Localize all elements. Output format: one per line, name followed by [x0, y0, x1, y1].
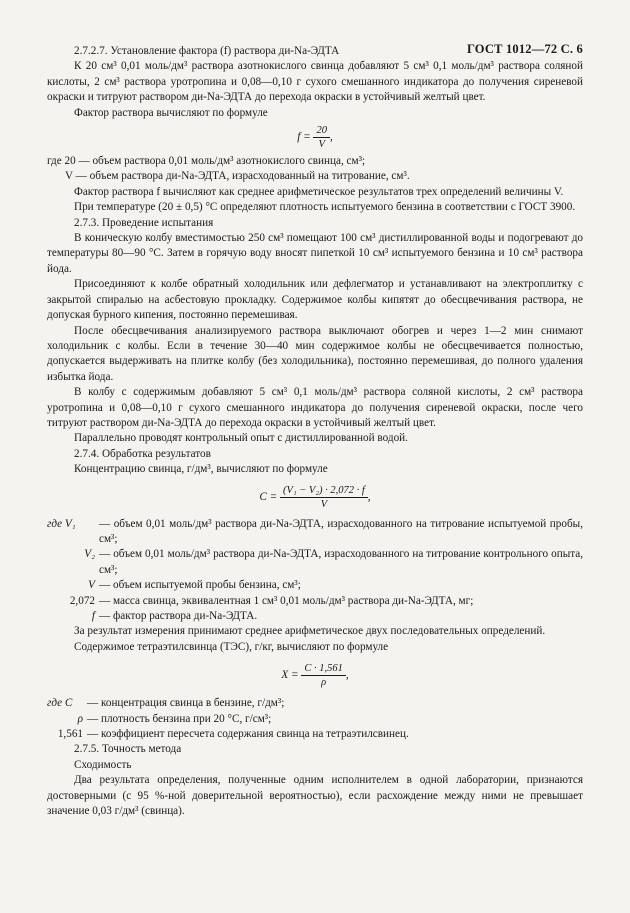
- denominator: ρ: [321, 677, 327, 689]
- paragraph: Два результата определения, полученные одним исполнителем в одной лаборатории, признаются достоверными (с 95 %-ной доверительной вероятностью), если расхождение между ними не превышает значение 0,03 г/дм³ (свинца).: [47, 774, 583, 818]
- paragraph: Содержимое тетраэтилсвинца (ТЭС), г/кг, вычисляют по формуле: [74, 640, 389, 653]
- page-header: ГОСТ 1012—72 С. 6: [466, 42, 583, 56]
- definition-symbol: V: [88, 579, 95, 592]
- definition-row: [47, 594, 583, 609]
- document-body: [47, 44, 583, 819]
- denominator: V: [320, 498, 328, 510]
- formula-lhs: f =: [297, 131, 311, 144]
- formula-tes: [47, 662, 583, 689]
- definition-row: [47, 727, 583, 742]
- definition-symbol: V₂: [84, 548, 95, 561]
- numerator: C · 1,561: [301, 662, 346, 676]
- definition-row: [47, 696, 583, 711]
- paragraph: Параллельно проводят контрольный опыт с дистиллированной водой.: [74, 432, 408, 445]
- definition-text: — плотность бензина при 20 °С, г/см³;: [87, 712, 272, 725]
- definition-text: — объем 0,01 моль/дм³ раствора ди-Na-ЭДТА, израсходованного на титрование контрольного опыта, см³;: [99, 548, 583, 576]
- definition-text: — объем 0,01 моль/дм³ раствора ди-Na-ЭДТА, израсходованного на титрование испытуемой пробы, см³;: [99, 517, 583, 545]
- section-title: 2.7.3. Проведение испытания: [74, 216, 214, 229]
- definition-list: [47, 517, 583, 625]
- definition-symbol: где C: [47, 697, 73, 710]
- formula-lhs: X =: [281, 669, 299, 682]
- subsection-title: Сходимость: [74, 758, 132, 771]
- paragraph: Концентрацию свинца, г/дм³, вычисляют по формуле: [74, 463, 328, 476]
- definition-row: [47, 609, 583, 624]
- definition-row: [47, 578, 583, 593]
- definition-line: где 20 — объем раствора 0,01 моль/дм³ азотнокислого свинца, см³;: [47, 155, 366, 168]
- paragraph: При температуре (20 ± 0,5) °С определяют плотность испытуемого бензина в соответствии с ГОСТ 3900.: [74, 201, 576, 214]
- formula-lhs: C =: [259, 490, 278, 503]
- section-title: 2.7.4. Обработка результатов: [74, 447, 211, 460]
- paragraph: За результат измерения принимают среднее арифметическое двух последовательных определений.: [74, 625, 546, 638]
- numerator: 20: [313, 124, 330, 138]
- definition-symbol: 1,561: [57, 728, 83, 741]
- section-title: 2.7.5. Точность метода: [74, 743, 182, 756]
- definition-symbol: f: [91, 610, 95, 622]
- definition-text: — объем испытуемой пробы бензина, см³;: [99, 579, 301, 592]
- definition-symbol: ρ: [77, 712, 83, 725]
- formula-tail: ,: [367, 490, 371, 503]
- paragraph: Фактор раствора f вычисляют как среднее арифметическое результатов трех определений величины V.: [74, 185, 564, 198]
- definition-list: [47, 696, 583, 742]
- definition-row: [47, 712, 583, 727]
- numerator: (V₁ − V₂) · 2,072 · f: [280, 484, 368, 498]
- section-title: 2.7.2.7. Установление фактора (f) раствора ди-Na-ЭДТА: [74, 45, 340, 57]
- definition-text: — фактор раствора ди-Na-ЭДТА.: [99, 610, 258, 622]
- definition-row: [47, 517, 583, 548]
- paragraph: В колбу с содержимым добавляют 5 см³ 0,1 моль/дм³ раствора соляной кислоты, 2 см³ раствора уротропина и 0,08—0,10 г сухого смешанного индикатора до получения сиреневой окраски, после чего титруют раствором ди-Na-ЭДТА до перехода окраски в устойчивый желтый цвет.: [47, 386, 583, 429]
- paragraph: Присоединяют к колбе обратный холодильник или дефлегматор и устанавливают на электроплитку с закрытой спиралью на асбестовую прокладку. Содержимое колбы кипятят до обесцвечивания раствора, не допуская бурного кипения, постоянно перемешивая.: [47, 278, 583, 322]
- definition-text: — масса свинца, эквивалентная 1 см³ 0,01 моль/дм³ раствора ди-Na-ЭДТА, мг;: [99, 594, 474, 607]
- denominator: V: [318, 139, 325, 151]
- definition-row: [47, 547, 583, 578]
- paragraph: Фактор раствора вычисляют по формуле: [74, 106, 268, 119]
- paragraph: После обесцвечивания анализируемого раствора выключают обогрев и через 1—2 мин снимают холодильник с колбы. Если в течение 30—40 мин содержимое колбы не обесцвечивается полностью, допускается выдерживать на плитке колбу (без холодильника), постоянно перемешивая, до полного удаления избытка йода.: [47, 324, 583, 383]
- definition-text: — концентрация свинца в бензине, г/дм³;: [87, 697, 285, 710]
- formula-factor: [47, 124, 583, 151]
- paragraph: В коническую колбу вместимостью 250 см³ помещают 100 см³ дистиллированной воды и подогревают до температуры 80—90 °С. Затем в горячую воду вносят пипеткой 10 см³ испытуемого бензина и 10 см³ раствора йода.: [47, 232, 583, 275]
- formula-tail: ,: [329, 131, 333, 144]
- definition-line: V — объем раствора ди-Na-ЭДТА, израсходованный на титрование, см³.: [65, 170, 410, 183]
- formula-concentration: [47, 484, 583, 511]
- definition-symbol: где V₁: [47, 517, 76, 530]
- definition-text: — коэффициент пересчета содержания свинца на тетраэтилсвинец.: [87, 728, 409, 741]
- formula-tail: ,: [345, 669, 349, 682]
- definition-symbol: 2,072: [69, 594, 95, 607]
- fraction: [313, 124, 330, 151]
- paragraph: К 20 см³ 0,01 моль/дм³ раствора азотнокислого свинца добавляют 5 см³ 0,1 моль/дм³ раствора соляной кислоты, 2 см³ раствора уротропина и 0,08—0,10 г сухого смешанного индикатора до получения сиреневой окраски и титруют раствором ди-Na-ЭДТА до перехода окраски в устойчивый желтый цвет.: [47, 60, 583, 104]
- fraction: [301, 662, 346, 689]
- fraction: [280, 484, 368, 511]
